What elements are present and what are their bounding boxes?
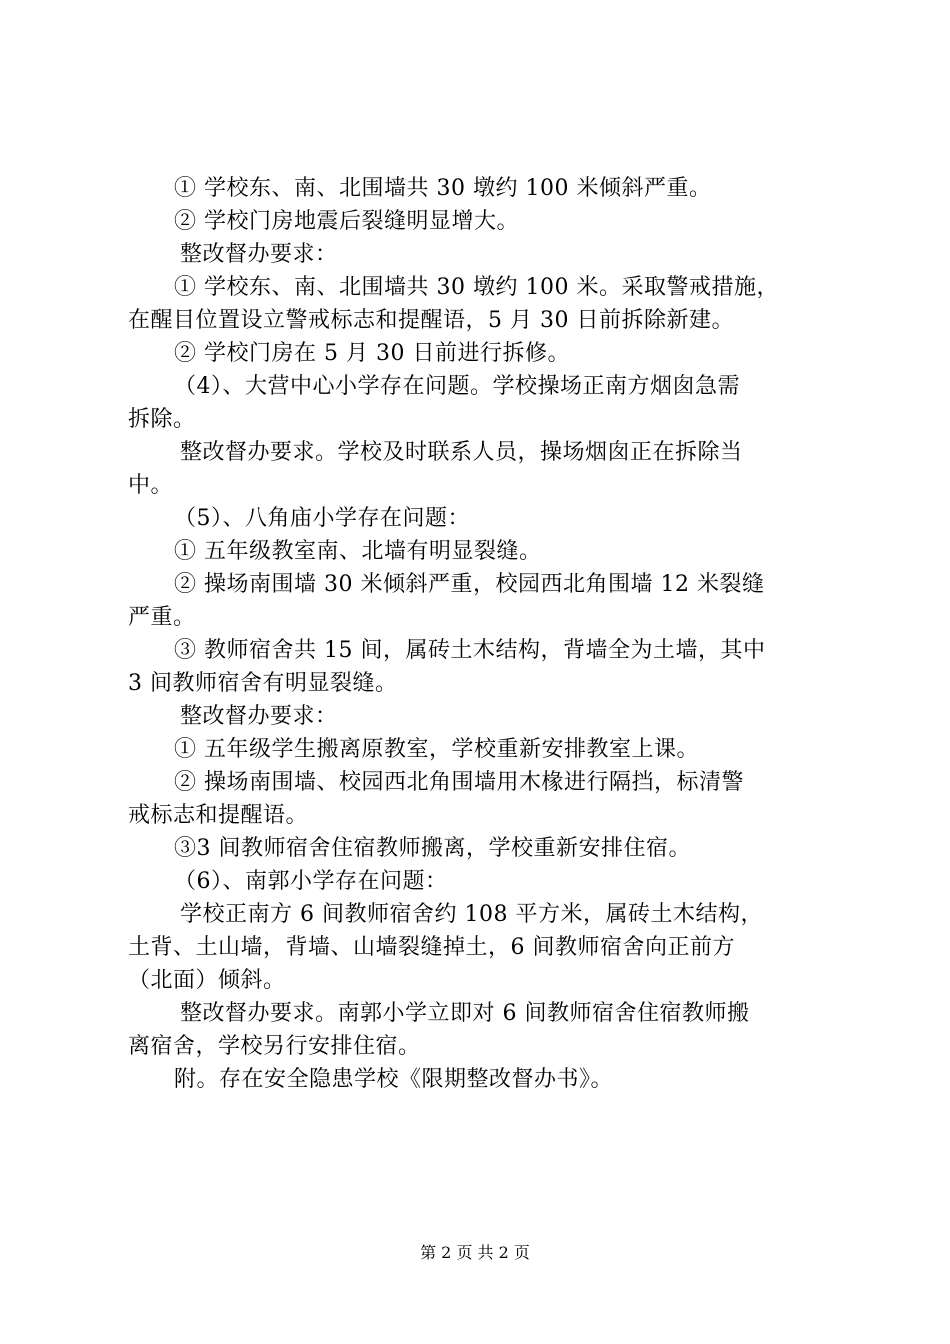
text-line: 整改督办要求。南郭小学立即对 6 间教师宿舍住宿教师搬 bbox=[180, 1001, 750, 1026]
text-line: ① 学校东、南、北围墙共 30 墩约 100 米。采取警戒措施， bbox=[174, 275, 779, 300]
text-line: 学校正南方 6 间教师宿舍约 108 平方米，属砖土木结构， bbox=[180, 902, 763, 927]
text-line: ② 学校门房在 5 月 30 日前进行拆修。 bbox=[174, 341, 570, 366]
text-line: 拆除。 bbox=[128, 407, 196, 432]
text-line: 土背、土山墙，背墙、山墙裂缝掉土，6 间教师宿舍向正前方 bbox=[128, 935, 735, 960]
text-line: （5）、八角庙小学存在问题： bbox=[174, 506, 470, 531]
text-line: 在醒目位置设立警戒标志和提醒语，5 月 30 日前拆除新建。 bbox=[128, 308, 734, 333]
text-line: ① 五年级教室南、北墙有明显裂缝。 bbox=[174, 539, 542, 564]
text-line: 离宿舍，学校另行安排住宿。 bbox=[128, 1034, 421, 1059]
text-line: 附。存在安全隐患学校《限期整改督办书》。 bbox=[174, 1067, 614, 1092]
text-line: 戒标志和提醒语。 bbox=[128, 803, 309, 828]
text-line: 整改督办要求： bbox=[180, 704, 338, 729]
text-line: ② 操场南围墙、校园西北角围墙用木椽进行隔挡，标清警 bbox=[174, 770, 744, 795]
text-line: ③ 教师宿舍共 15 间，属砖土木结构，背墙全为土墙，其中 bbox=[174, 638, 766, 663]
text-line: ② 学校门房地震后裂缝明显增大。 bbox=[174, 209, 519, 234]
document-body bbox=[128, 172, 828, 1096]
text-line: 3 间教师宿舍有明显裂缝。 bbox=[128, 671, 398, 696]
text-line: （北面）倾斜。 bbox=[128, 968, 286, 993]
text-line: ① 学校东、南、北围墙共 30 墩约 100 米倾斜严重。 bbox=[174, 176, 712, 201]
text-line: ① 五年级学生搬离原教室，学校重新安排教室上课。 bbox=[174, 737, 699, 762]
text-line: ③3 间教师宿舍住宿教师搬离，学校重新安排住宿。 bbox=[174, 836, 691, 861]
text-line: ② 操场南围墙 30 米倾斜严重，校园西北角围墙 12 米裂缝 bbox=[174, 572, 765, 597]
text-line: 整改督办要求。学校及时联系人员，操场烟囱正在拆除当 bbox=[180, 440, 743, 465]
page-footer: 第 2 页 共 2 页 bbox=[420, 1243, 530, 1262]
text-line: （4）、大营中心小学存在问题。学校操场正南方烟囱急需 bbox=[174, 374, 740, 399]
text-line: （6）、南郭小学存在问题： bbox=[174, 869, 448, 894]
text-line: 整改督办要求： bbox=[180, 242, 338, 267]
text-line: 严重。 bbox=[128, 605, 196, 630]
text-line: 中。 bbox=[128, 473, 174, 498]
